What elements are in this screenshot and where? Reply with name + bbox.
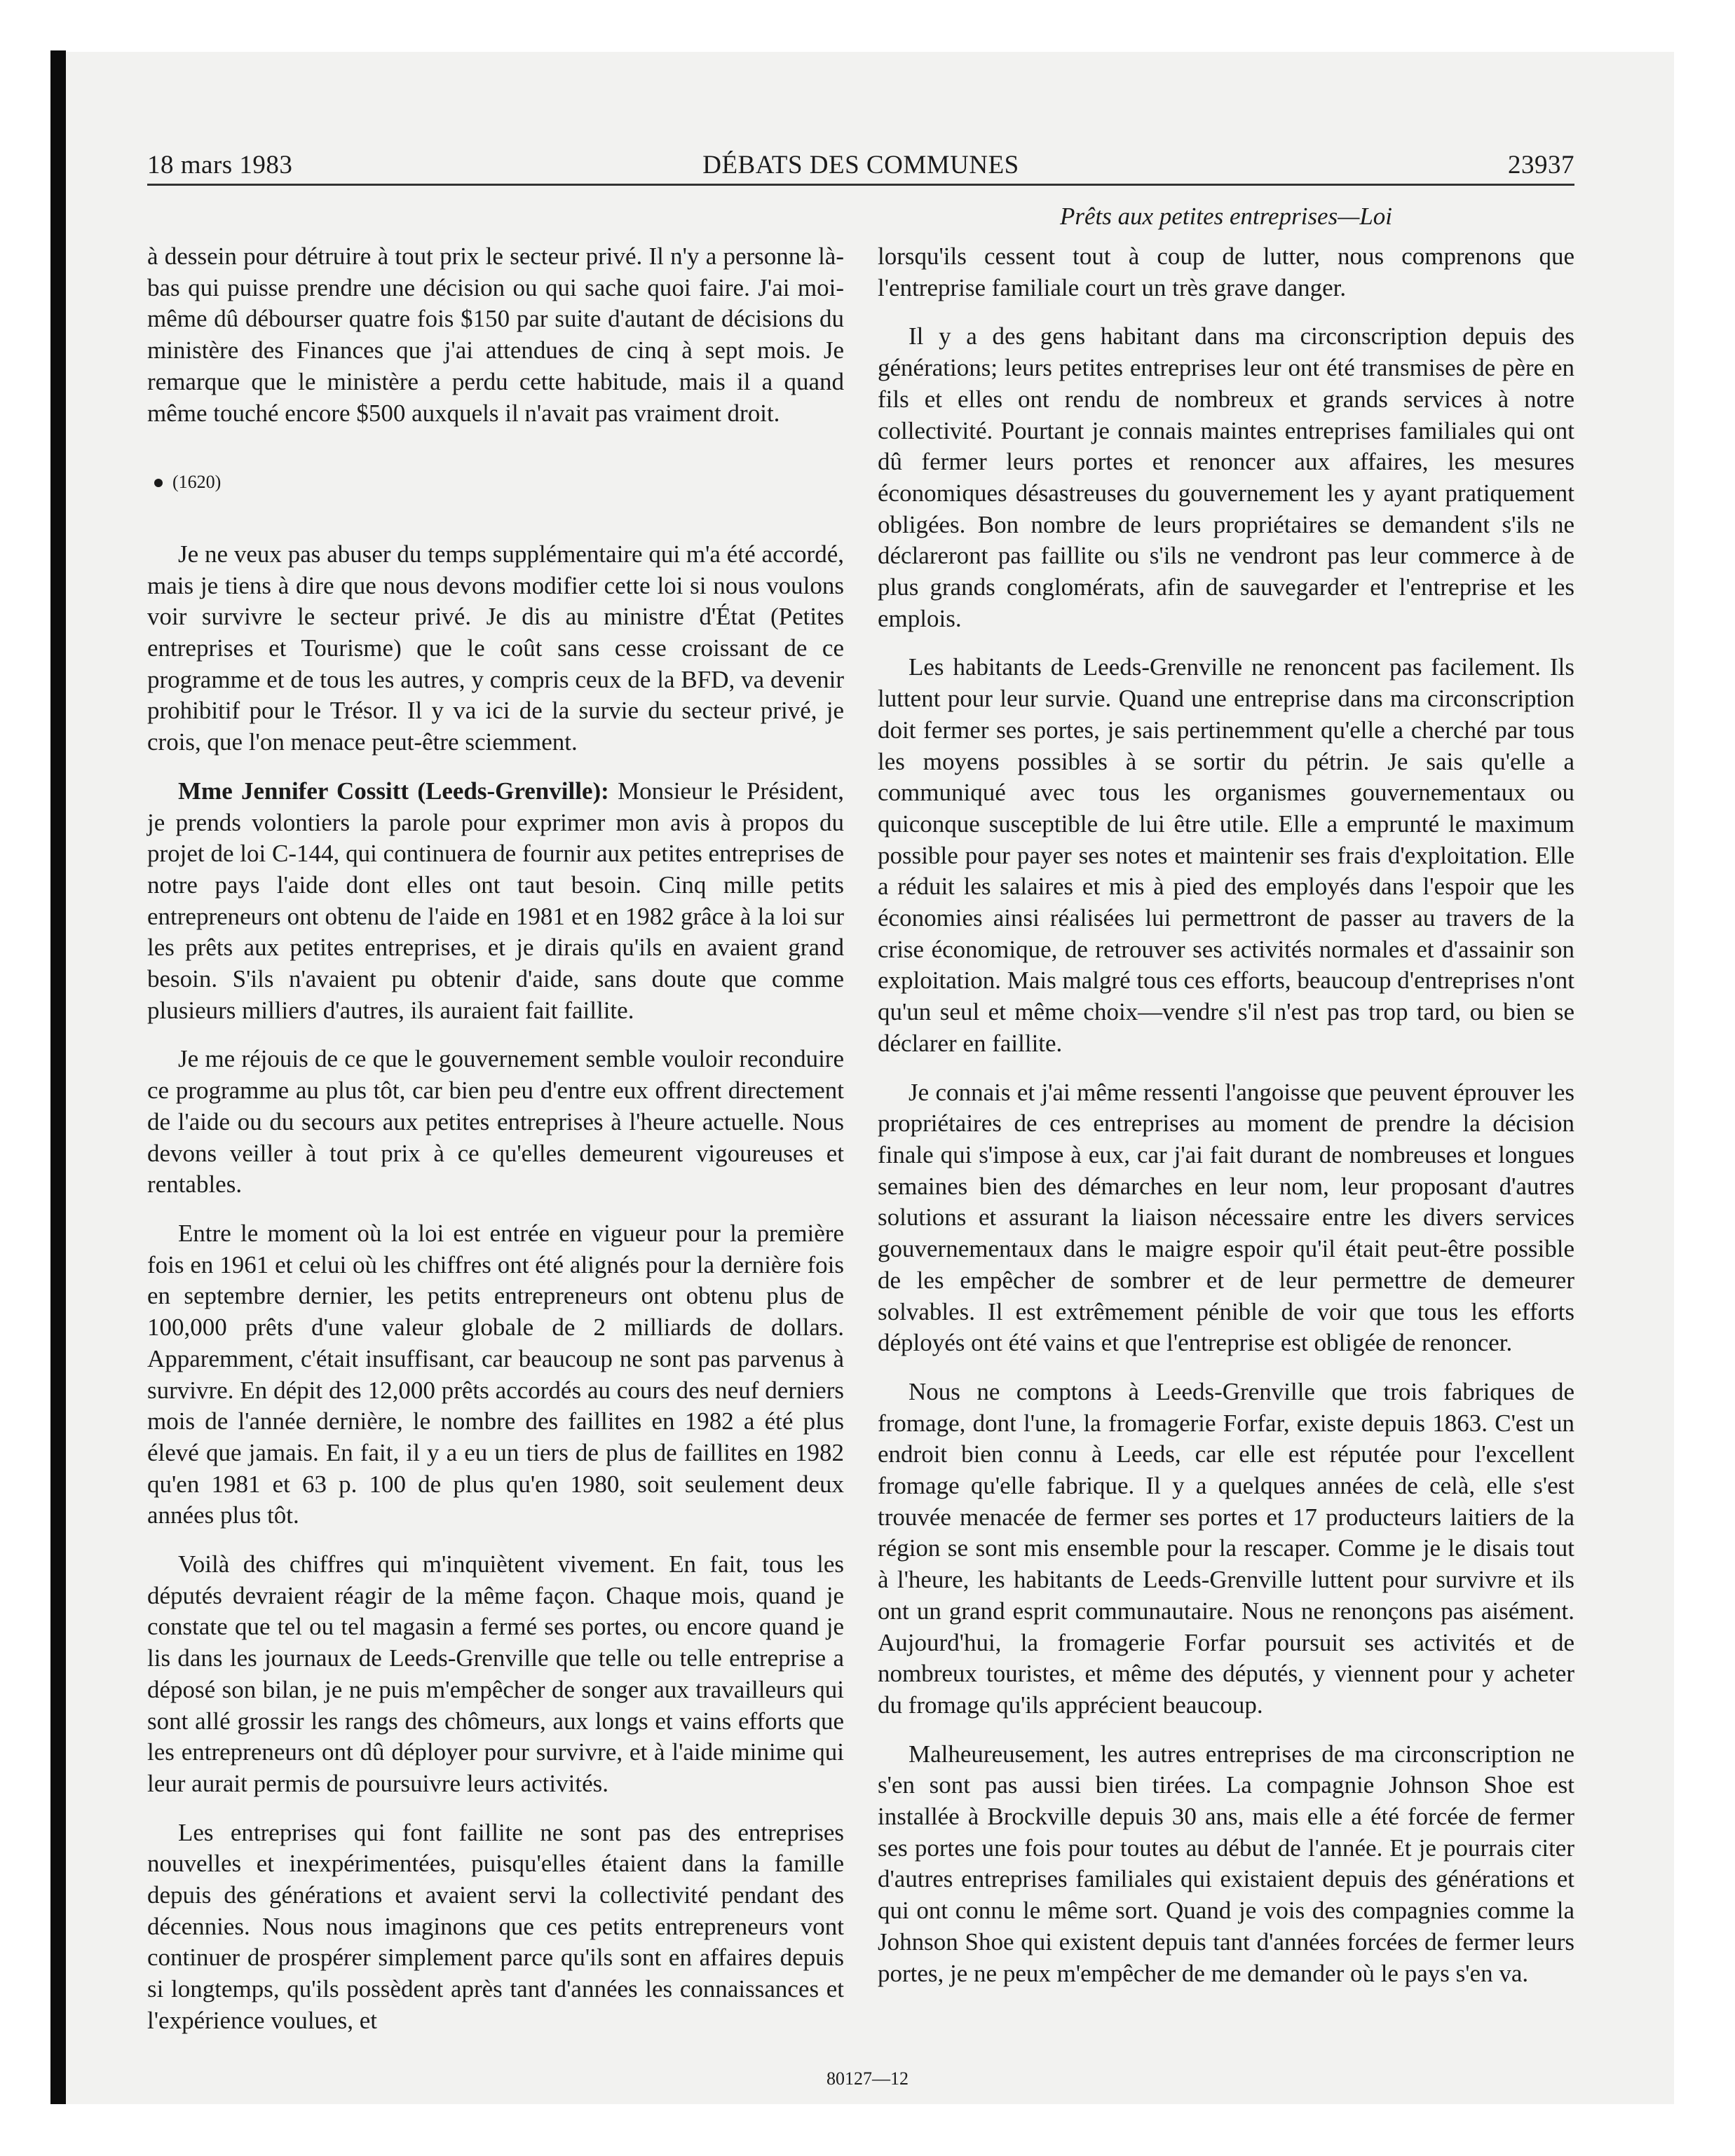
paragraph: Je me réjouis de ce que le gouvernement semble vouloir reconduire ce programme au plus tôt, car bien peu d'entre eux offrent directement de l'aide ou du secours aux petites entreprises à l'heure actuelle. Nous devons veiller à tout prix à ce qu'elles demeurent vigoureuses et rentables. bbox=[147, 1045, 844, 1199]
paragraph: lorsqu'ils cessent tout à coup de lutter, nous comprenons que l'entreprise familiale court un très grave danger. bbox=[878, 243, 1574, 301]
header-page-number: 23937 bbox=[1508, 151, 1574, 179]
bullet-icon bbox=[154, 479, 163, 487]
paragraph: Nous ne comptons à Leeds-Grenville que trois fabriques de fromage, dont l'une, la fromagerie Forfar, existe depuis 1863. C'est un endroit bien connu à Leeds, car elle est réputée pour l'excellent fromage qu'elle fabrique. Il y a quelques années de celà, elle s'est trouvée menacée de fermer ses portes et 17 producteurs laitiers de la région se sont mis ensemble pour la rescaper. Comme je le disais tout à l'heure, les habitants de Leeds-Grenville luttent pour survivre et ils ont un grand esprit communautaire. Nous ne renonçons pas aisément. Aujourd'hui, la fromagerie Forfar poursuit ses activités et de nombreux touristes, et même des députés, y viennent pour y acheter du fromage qu'ils apprécient beaucoup. bbox=[878, 1377, 1574, 1719]
section-subheader: Prêts aux petites entreprises—Loi bbox=[1059, 203, 1393, 230]
paragraph: Je connais et j'ai même ressenti l'angoisse que peuvent éprouver les propriétaires de ces entreprises au moment de prendre la décision finale qui s'impose à eux, car j'ai fait durant de nombreuses et longues semaines bien des démarches en leur nom, leur proposant d'autres solutions et assurant la liaison nécessaire entre les divers services gouvernementaux dans le maigre espoir qu'il était peut-être possible de les empêcher de sombrer et de leur permettre de demeurer solvables. Il est extrêmement pénible de voir que tous les efforts déployés ont été vains et que l'entreprise est obligée de renoncer. bbox=[878, 1078, 1574, 1357]
speaker-paragraph bbox=[147, 776, 844, 1027]
header-title: DÉBATS DES COMMUNES bbox=[702, 151, 1019, 179]
header-date: 18 mars 1983 bbox=[147, 151, 293, 179]
paragraph: Les entreprises qui font faillite ne sont pas des entreprises nouvelles et inexpérimentées, puisqu'elles étaient dans la famille depuis des générations et avaient servi la collectivité pendant des décennies. Nous nous imaginons que ces petits entrepreneurs vont continuer de prospérer simplement parce qu'ils sont en affaires depuis si longtemps, qu'ils possèdent après tant d'années les connaissances et l'expérience voulues, et bbox=[147, 1818, 844, 2034]
paragraph: Les habitants de Leeds-Grenville ne renoncent pas facilement. Ils luttent pour leur survie. Quand une entreprise dans ma circonscription doit fermer ses portes, je sais pertinemment qu'elle a cherché par tous les moyens possibles à se sortir du pétrin. Je sais qu'elle a communiqué avec tous les organismes gouvernementaux ou quiconque susceptible de lui être utile. Elle a emprunté le maximum possible pour payer ses notes et maintenir ses frais d'exploitation. Elle a réduit les salaires et mis à pied des employés dans l'espoir que les économies ainsi réalisées lui permettront de passer au travers de la crise économique, de retrouver ses activités normales et d'assainir son exploitation. Mais malgré tous ces efforts, beaucoup d'entreprises n'ont qu'un seul et même choix—vendre s'il n'est pas trop tard, ou bien se déclarer en faillite. bbox=[878, 653, 1574, 1057]
page-footer: 80127—12 bbox=[826, 2068, 909, 2089]
paragraph: à dessein pour détruire à tout prix le secteur privé. Il n'y a personne là-bas qui puisse prendre une décision ou qui sache quoi faire. J'ai moi-même dû débourser quatre fois $150 par suite d'autant de décisions du ministère des Finances que j'ai attendues de cinq à sept mois. Je remarque que le ministère a perdu cette habitude, mais il a quand même touché encore $500 auxquels il n'avait pas vraiment droit. bbox=[147, 243, 844, 427]
speaker-text: Monsieur le Président, je prends volontiers la parole pour exprimer mon avis à propos du projet de loi C-144, qui continuera de fournir aux petites entreprises de notre pays l'aide dont elles ont taut besoin. Cinq mille petits entrepreneurs ont obtenu de l'aide en 1981 et en 1982 grâce à la loi sur les prêts aux petites entreprises, et je dirais qu'ils en avaient grand besoin. S'ils n'avaient pu obtenir d'aide, sans doute que comme plusieurs milliers d'autres, ils auraient fait faillite. bbox=[147, 777, 845, 1024]
paragraph: Je ne veux pas abuser du temps supplémentaire qui m'a été accordé, mais je tiens à dire que nous devons modifier cette loi si nous voulons voir survivre le secteur privé. Je dis au ministre d'État (Petites entreprises et Tourisme) que le coût sans cesse croissant de ce programme et de tous les autres, y compris ceux de la BFD, va devenir prohibitif pour le Trésor. Il y va ici de la survie du secteur privé, je crois, que l'on menace peut-être sciemment. bbox=[147, 540, 844, 756]
right-column bbox=[878, 241, 1574, 2007]
left-column bbox=[147, 241, 844, 2054]
paragraph: Entre le moment où la loi est entrée en vigueur pour la première fois en 1961 et celui où les chiffres ont été alignés pour la dernière fois en septembre dernier, les petits entrepreneurs ont obtenu plus de 100,000 prêts d'une valeur globale de 2 milliards de dollars. Apparemment, c'était insuffisant, car beaucoup ne sont pas parvenus à survivre. En dépit des 12,000 prêts accordés au cours des neuf derniers mois de l'année dernière, le nombre des faillites en 1982 a été plus élevé que jamais. En fait, il y a eu un tiers de plus de faillites en 1982 qu'en 1981 et 63 p. 100 de plus qu'en 1980, soit seulement deux années plus tôt. bbox=[147, 1219, 844, 1529]
paragraph: Il y a des gens habitant dans ma circonscription depuis des générations; leurs petites entreprises leur ont été transmises de père en fils et elles ont rendu de nombreux et grands services à notre collectivité. Pourtant je connais maintes entreprises familiales qui ont dû fermer leurs portes et renoncer aux affaires, les mesures économiques désastreuses du gouvernement les y ayant pratiquement obligées. Bon nombre de leurs propriétaires se demandent s'ils ne déclareront pas faillite ou s'ils ne vendront pas leur commerce à de plus grands conglomérats, afin de sauvegarder et l'entreprise et les emplois. bbox=[878, 322, 1574, 632]
header-rule bbox=[147, 184, 1574, 186]
paragraph: Voilà des chiffres qui m'inquiètent vivement. En fait, tous les députés devraient réagir de la même façon. Chaque mois, quand je constate que tel ou tel magasin a fermé ses portes, ou encore quand je lis dans les journaux de Leeds-Grenville que telle ou telle entreprise a déposé son bilan, je ne puis m'empêcher de songer aux travailleurs qui sont allé grossir les rangs des chômeurs, aux longs et vains efforts que les entrepreneurs ont dû déployer pour survivre, et à l'aide minime qui leur aurait permis de poursuivre leurs activités. bbox=[147, 1550, 844, 1797]
speaker-name: Mme Jennifer Cossitt (Leeds-Grenville): bbox=[178, 777, 609, 805]
scan-edge bbox=[50, 50, 66, 2104]
paragraph: Malheureusement, les autres entreprises de ma circonscription ne s'en sont pas aussi bien tirées. La compagnie Johnson Shoe est installée à Brockville depuis 30 ans, mais elle a été forcée de fermer ses portes une fois pour toutes au début de l'année. Et je pourrais citer d'autres entreprises familiales qui existaient depuis des générations et qui ont connu le même sort. Quand je vois des compagnies comme la Johnson Shoe qui existent depuis tant d'années forcées de fermer leurs portes, je ne peux m'empêcher de me demander où le pays s'en va. bbox=[878, 1740, 1574, 1987]
time-marker-text: (1620) bbox=[172, 472, 222, 493]
running-header bbox=[147, 150, 1574, 184]
time-marker bbox=[147, 467, 844, 498]
